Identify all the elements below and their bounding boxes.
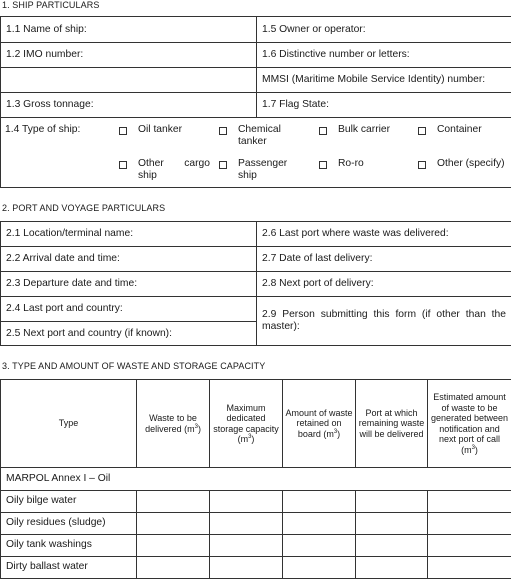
col-header-type: Type [1,380,137,468]
bulk-carrier-checkbox[interactable] [319,127,327,135]
cell-input[interactable] [428,491,511,513]
port-voyage-table [0,221,511,346]
cell-input[interactable] [356,535,428,557]
chemical-tanker-checkbox[interactable] [219,127,227,135]
next-delivery-port-field[interactable]: 2.8 Next port of delivery: [257,272,511,297]
last-port-country-field[interactable]: 2.4 Last port and country: [1,297,257,322]
ro-ro-checkbox[interactable] [319,161,327,169]
name-of-ship-field[interactable]: 1.1 Name of ship: [1,17,257,43]
cell-input[interactable] [210,513,283,535]
gross-tonnage-field[interactable]: 1.3 Gross tonnage: [1,93,257,118]
cell-input[interactable] [210,557,283,579]
type-of-ship-cell: 1.4 Type of ship: Oil tanker Chemical tanker Bulk carrier Container Other cargo ship Passenger ship Ro-ro Other (specify) [1,118,511,188]
section-1-heading: 1. SHIP PARTICULARS [2,0,99,10]
departure-date-field[interactable]: 2.3 Departure date and time: [1,272,257,297]
next-port-country-field[interactable]: 2.5 Next port and country (if known): [1,322,257,346]
col-header-port-delivered: Port at which remaining waste will be delivered [356,380,428,468]
table-row [1,557,511,579]
row-label-oily-tank-washings: Oily tank washings [1,535,137,557]
table-row [1,535,511,557]
cell-input[interactable] [210,491,283,513]
distinctive-number-field[interactable]: 1.6 Distinctive number or letters: [257,43,511,68]
cell-input[interactable] [356,557,428,579]
imo-number-field-blank[interactable] [1,68,257,93]
owner-operator-field[interactable]: 1.5 Owner or operator: [257,17,511,43]
container-checkbox[interactable] [418,127,426,135]
passenger-ship-checkbox[interactable] [219,161,227,169]
row-label-oily-residues: Oily residues (sludge) [1,513,137,535]
cell-input[interactable] [356,491,428,513]
waste-table [0,379,511,579]
cell-input[interactable] [428,557,511,579]
last-port-waste-field[interactable]: 2.6 Last port where waste was delivered: [257,222,511,247]
cell-input[interactable] [428,535,511,557]
type-of-ship-label: 1.4 Type of ship: [5,124,80,136]
cell-input[interactable] [283,557,356,579]
cell-input[interactable] [137,557,210,579]
section-2-heading: 2. PORT AND VOYAGE PARTICULARS [2,203,165,213]
last-delivery-date-field[interactable]: 2.7 Date of last delivery: [257,247,511,272]
cell-input[interactable] [428,513,511,535]
table-row [1,491,511,513]
mmsi-number-field[interactable]: MMSI (Maritime Mobile Service Identity) number: [257,68,511,93]
col-header-estimated: Estimated amount of waste to be generated between notification and next port of call $(m^3)$ [428,380,511,468]
annex-i-oil-heading: MARPOL Annex I – Oil [1,468,511,491]
ship-particulars-table [0,16,511,188]
cell-input[interactable] [283,513,356,535]
arrival-date-field[interactable]: 2.2 Arrival date and time: [1,247,257,272]
table-row [1,513,511,535]
cell-input[interactable] [283,535,356,557]
cell-input[interactable] [283,491,356,513]
cell-input[interactable] [137,513,210,535]
row-label-oily-bilge-water: Oily bilge water [1,491,137,513]
other-cargo-ship-checkbox[interactable] [119,161,127,169]
row-label-dirty-ballast-water: Dirty ballast water [1,557,137,579]
section-3-heading: 3. TYPE AND AMOUNT OF WASTE AND STORAGE CAPACITY [2,361,265,371]
other-specify-checkbox[interactable] [418,161,426,169]
col-header-storage-capacity: Maximum dedicated storage capacity $(m^3)$ [210,380,283,468]
flag-state-field[interactable]: 1.7 Flag State: [257,93,511,118]
cell-input[interactable] [210,535,283,557]
cell-input[interactable] [137,491,210,513]
oil-tanker-checkbox[interactable] [119,127,127,135]
cell-input[interactable] [356,513,428,535]
col-header-retained: Amount of waste retained on board $(m^3)$ [283,380,356,468]
col-header-waste-delivered: Waste to be delivered $(m^3)$ [137,380,210,468]
imo-number-field[interactable]: 1.2 IMO number: [1,43,257,68]
person-submitting-field[interactable]: 2.9 Person submitting this form (if other than the master): [257,297,511,346]
location-terminal-field[interactable]: 2.1 Location/terminal name: [1,222,257,247]
cell-input[interactable] [137,535,210,557]
